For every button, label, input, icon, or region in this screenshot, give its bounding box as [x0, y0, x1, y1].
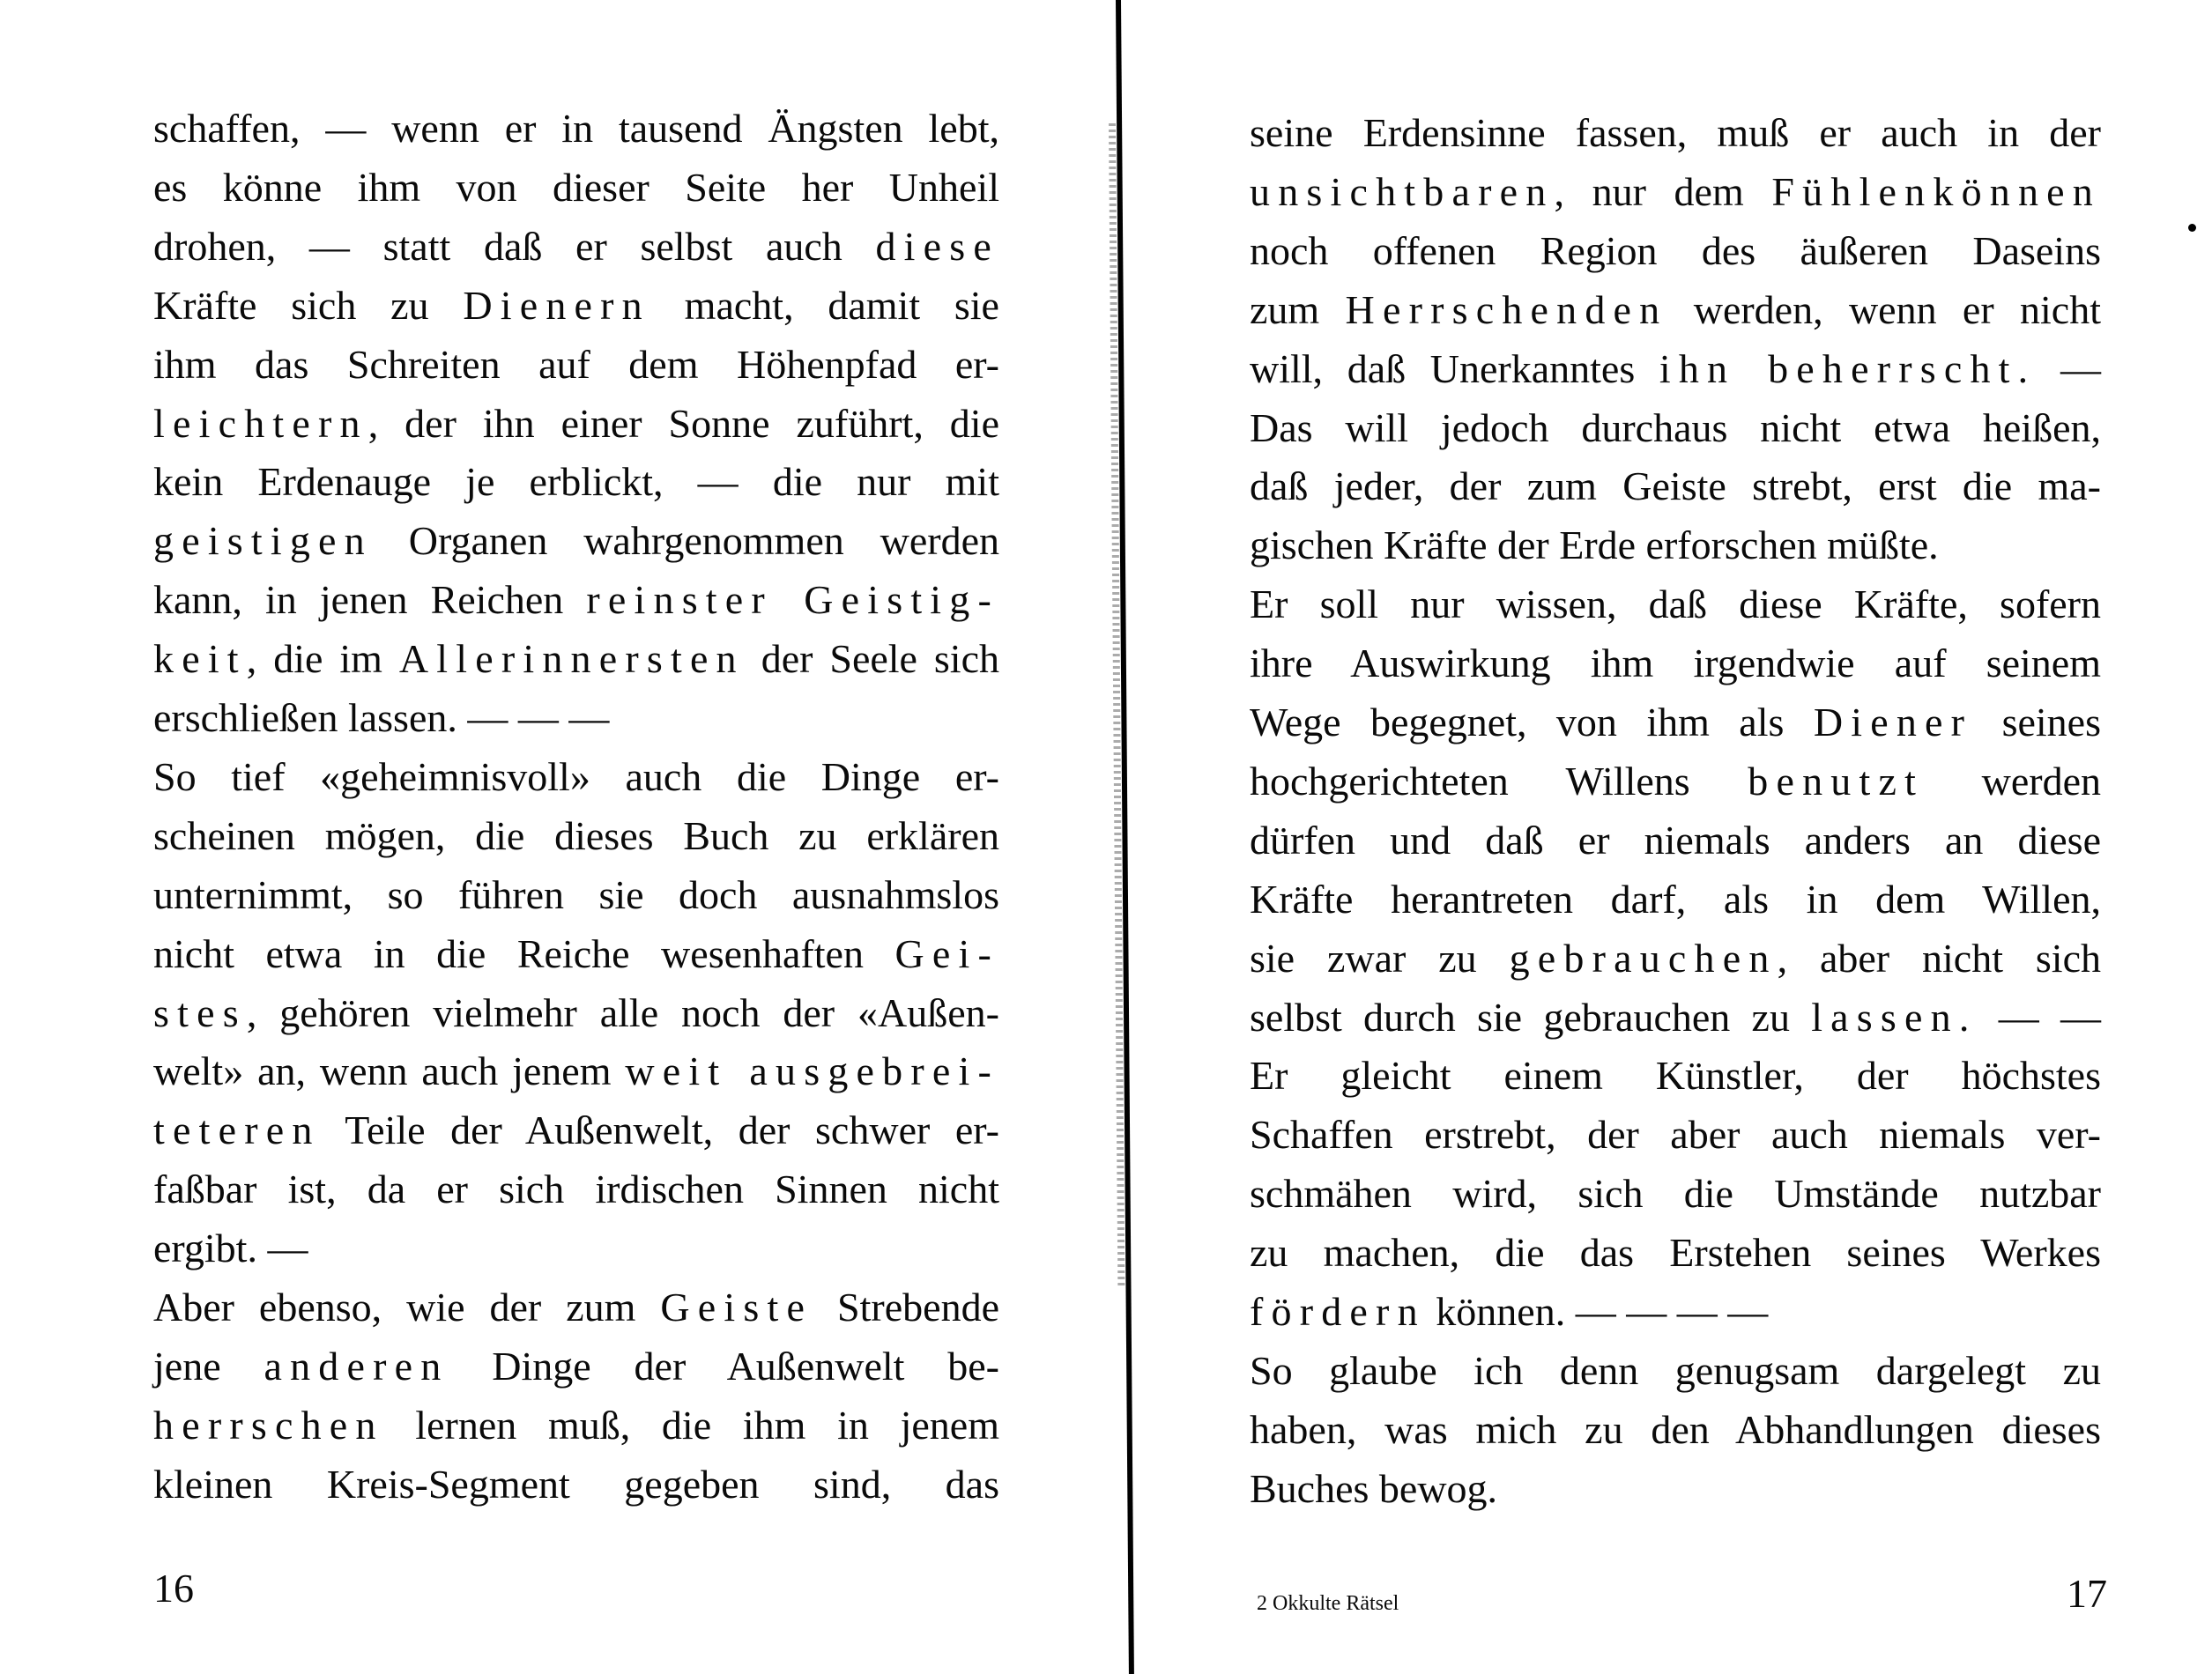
text-line — [153, 983, 999, 1042]
text-run: gischen Kräfte der Erde erforschen müßte. — [1250, 522, 1939, 568]
text-line — [1250, 280, 2101, 339]
text-run: noch offenen Region des äußeren Daseins — [1250, 227, 2101, 273]
text-run: schaffen, — wenn er in tausend Ängsten lebt, — [153, 106, 999, 151]
text-run: lernen muß, die ihm in jenem — [383, 1402, 999, 1448]
text-run: faßbar ist, da er sich irdischen Sinnen nicht — [153, 1167, 999, 1212]
text-line — [1250, 339, 2101, 398]
text-run: es könne ihm von dieser Seite her Unheil — [153, 164, 999, 210]
text-run: nicht etwa in die Reiche wesenhaften — [153, 930, 895, 976]
text-run: Kräfte sich zu — [153, 282, 464, 328]
text-line — [1250, 221, 2101, 280]
text-run: haben, was mich zu den Abhandlungen dieses — [1250, 1406, 2101, 1452]
spaced-emphasis-text: Fühlenkönnen — [1771, 168, 2101, 214]
text-run: zu machen, die das Erstehen seines Werkes — [1250, 1230, 2101, 1276]
text-line — [1250, 811, 2101, 870]
spaced-emphasis-text: weit ausgebrei- — [625, 1048, 999, 1094]
text-run: erschließen lassen. — — — — [153, 695, 610, 740]
text-run: Dinge der Außenwelt be- — [449, 1343, 999, 1389]
text-run: werden — [1924, 758, 2101, 804]
spaced-emphasis-text: herrschen — [153, 1402, 384, 1448]
text-run: seines — [1972, 700, 2101, 744]
text-line — [153, 217, 999, 276]
text-run: drohen, — statt daß er selbst auch — [153, 223, 876, 269]
text-run: Buches bewog. — [1250, 1465, 1498, 1511]
spaced-emphasis-text: benutzt — [1748, 758, 1925, 804]
spaced-emphasis-text: Allerinnersten — [398, 636, 745, 682]
text-line — [153, 1159, 999, 1218]
text-line — [1250, 633, 2101, 693]
spaced-emphasis-text: lassen. — [1811, 994, 1978, 1040]
text-line — [1250, 1046, 2101, 1105]
spaced-emphasis-text: diese — [875, 223, 999, 269]
text-line — [153, 335, 999, 394]
text-line — [1250, 752, 2101, 811]
text-line — [153, 1396, 999, 1455]
text-run: — — [2036, 345, 2102, 391]
text-run: Er gleicht einem Künstler, der höchstes — [1250, 1053, 2101, 1099]
page-number-left: 16 — [153, 1566, 194, 1611]
spaced-emphasis-text: anderen — [264, 1343, 449, 1389]
text-run: Strebende — [813, 1285, 999, 1330]
spaced-emphasis-text: reinster Geistig- — [586, 577, 999, 623]
text-run: seine Erdensinne fassen, muß er auch in der — [1250, 110, 2101, 155]
text-run: der Seele sich — [744, 636, 999, 682]
text-line — [1250, 515, 2101, 574]
spaced-emphasis-text: Herrschenden — [1345, 286, 1668, 332]
text-run: Aber ebenso, wie der zum — [153, 1285, 661, 1330]
text-run: selbst durch sie gebrauchen zu — [1250, 994, 1812, 1040]
text-run: , gehören vielmehr alle noch der «Außen- — [246, 989, 999, 1035]
spaced-emphasis-text: stes — [153, 989, 247, 1035]
text-line — [1250, 103, 2101, 162]
right-page — [1137, 0, 2212, 1674]
text-line — [153, 688, 999, 747]
text-line — [1250, 929, 2101, 988]
text-run: daß jeder, der zum Geiste strebt, erst die ma- — [1250, 463, 2101, 509]
text-run: Das will jedoch durchaus nicht etwa heißen, — [1250, 404, 2101, 450]
spaced-emphasis-text: Diener — [1813, 700, 1973, 744]
text-line — [153, 1218, 999, 1278]
text-run: kein Erdenauge je erblickt, — die nur mit — [153, 459, 999, 505]
text-run: scheinen mögen, die dieses Buch zu erklären — [153, 812, 999, 858]
text-run: Kräfte herantreten darf, als in dem Willen, — [1250, 876, 2101, 922]
text-line — [153, 747, 999, 806]
text-run: So tief «geheimnisvoll» auch die Dinge er- — [153, 753, 999, 799]
text-run: , der ihn einer Sonne zuführt, die — [367, 400, 999, 446]
text-run: , nur dem — [1554, 168, 1772, 214]
text-line — [1250, 1282, 2101, 1341]
text-line — [1250, 1459, 2101, 1518]
text-line — [1250, 1223, 2101, 1282]
text-line — [153, 570, 999, 629]
spaced-emphasis-text: Geiste — [660, 1285, 813, 1330]
text-run: dürfen und daß er niemals anders an diese — [1250, 817, 2101, 863]
text-line — [153, 394, 999, 453]
text-line — [153, 1100, 999, 1159]
text-line — [153, 806, 999, 865]
text-run: macht, damit sie — [649, 282, 999, 328]
spaced-emphasis-text: unsichtbaren — [1250, 168, 1555, 214]
text-line — [153, 629, 999, 688]
text-run: ergibt. — — [153, 1226, 308, 1271]
text-line — [153, 276, 999, 335]
spaced-emphasis-text: gebrauchen — [1509, 935, 1778, 981]
text-line — [153, 99, 999, 158]
text-line — [1250, 1341, 2101, 1400]
spaced-emphasis-text: ihn beherrscht. — [1659, 345, 2037, 391]
text-line — [1250, 693, 2101, 752]
spaced-emphasis-text: fördern — [1250, 1289, 1426, 1334]
text-run: ihre Auswirkung ihm irgendwie auf seinem — [1250, 641, 2101, 686]
text-line — [153, 1337, 999, 1396]
text-run: , die im — [246, 636, 399, 682]
text-run: sie zwar zu — [1250, 935, 1510, 981]
text-run: kleinen Kreis-Segment gegeben sind, das — [153, 1461, 999, 1507]
text-run: hochgerichteten Willens — [1250, 758, 1748, 804]
text-run: unternimmt, so führen sie doch ausnahmslos — [153, 871, 999, 917]
text-run: Teile der Außenwelt, der schwer er- — [320, 1107, 999, 1153]
text-run: schmähen wird, sich die Umstände nutzbar — [1250, 1171, 2101, 1217]
text-run: Organen wahrgenommen werden — [372, 518, 999, 564]
scan-speck — [2188, 224, 2196, 232]
text-line — [153, 1455, 999, 1514]
text-run: will, daß Unerkanntes — [1250, 345, 1659, 391]
text-line — [153, 865, 999, 924]
text-run: zum — [1250, 286, 1346, 332]
text-line — [153, 1278, 999, 1337]
text-line — [1250, 1400, 2101, 1459]
text-line — [1250, 988, 2101, 1047]
text-run: ihm das Schreiten auf dem Höhenpfad er- — [153, 341, 999, 387]
text-line — [153, 158, 999, 217]
text-line — [1250, 398, 2101, 457]
text-line — [1250, 1105, 2101, 1164]
text-line — [1250, 162, 2101, 221]
text-line — [153, 452, 999, 511]
text-run: jene — [153, 1343, 264, 1389]
printer-signature-mark: 2 Okkulte Rätsel — [1257, 1592, 1399, 1615]
spaced-emphasis-text: teteren — [153, 1107, 321, 1153]
text-run: Er soll nur wissen, daß diese Kräfte, sofern — [1250, 581, 2101, 627]
text-line — [1250, 1164, 2101, 1223]
text-line — [1250, 456, 2101, 515]
spaced-emphasis-text: Dienern — [463, 282, 650, 328]
text-run: — — — [1977, 994, 2101, 1040]
text-line — [1250, 574, 2101, 633]
text-run: Schaffen erstrebt, der aber auch niemals ver- — [1250, 1112, 2101, 1158]
spaced-emphasis-text: keit — [153, 636, 247, 682]
text-run: werden, wenn er nicht — [1667, 286, 2101, 332]
text-run: , aber nicht sich — [1777, 935, 2101, 981]
text-run: welt» an, wenn auch jenem — [153, 1048, 626, 1094]
text-run: kann, in jenen Reichen — [153, 577, 587, 623]
text-line — [1250, 870, 2101, 929]
text-line — [153, 924, 999, 983]
text-line — [153, 1041, 999, 1100]
text-run: So glaube ich denn genugsam dargelegt zu — [1250, 1347, 2101, 1393]
spaced-emphasis-text: leichtern — [153, 400, 368, 446]
text-line — [153, 511, 999, 570]
text-run: können. — — — — — [1425, 1289, 1769, 1334]
spaced-emphasis-text: Gei- — [894, 930, 999, 976]
spaced-emphasis-text: geistigen — [153, 518, 373, 564]
page-number-right: 17 — [2067, 1571, 2107, 1616]
text-run: Wege begegnet, von ihm als — [1250, 700, 1814, 744]
